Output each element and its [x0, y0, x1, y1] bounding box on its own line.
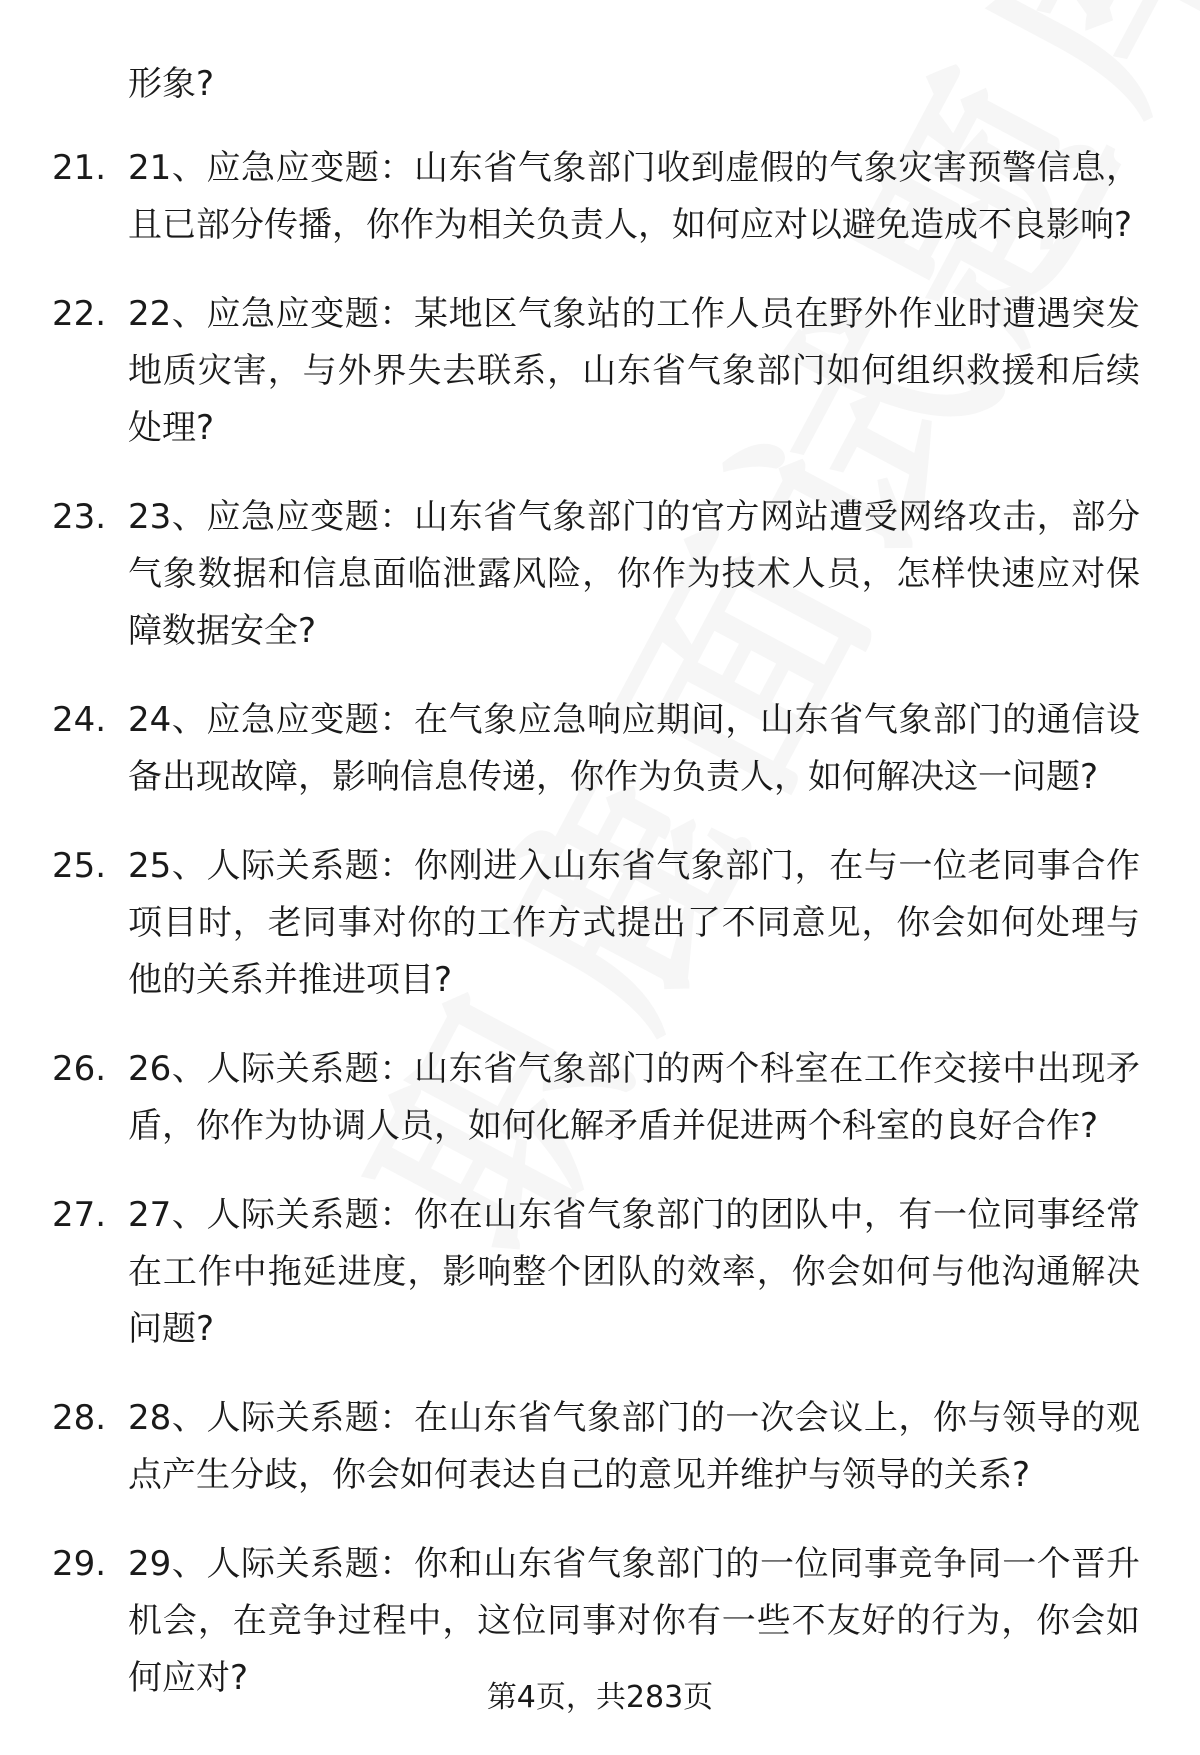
question-number: 27.	[52, 1195, 107, 1235]
question-number: 29.	[52, 1544, 107, 1584]
question-number: 24.	[52, 700, 107, 740]
question-number: 23.	[52, 497, 107, 537]
question-number: 25.	[52, 846, 107, 886]
page-number-footer: 第4页，共283页	[486, 1680, 714, 1715]
question-number: 28.	[52, 1398, 107, 1438]
question-text: 25、人际关系题：你刚进入山东省气象部门，在与一位老同事合作项目时，老同事对你的工作方式提出了不同意见，你会如何处理与他的关系并推进项目?	[128, 846, 1140, 1000]
question-list	[0, 140, 1200, 1739]
question-text: 26、人际关系题：山东省气象部门的两个科室在工作交接中出现矛盾，你作为协调人员，如何化解矛盾并促进两个科室的良好合作?	[128, 1049, 1140, 1146]
question-text: 22、应急应变题：某地区气象站的工作人员在野外作业时遭遇突发地质灾害，与外界失去联系，山东省气象部门如何组织救援和后续处理?	[128, 294, 1140, 448]
question-text: 28、人际关系题：在山东省气象部门的一次会议上，你与领导的观点产生分歧，你会如何表达自己的意见并维护与领导的关系?	[128, 1398, 1140, 1495]
question-text: 29、人际关系题：你和山东省气象部门的一位同事竞争同一个晋升机会，在竞争过程中，这位同事对你有一些不友好的行为，你会如何应对?	[128, 1544, 1140, 1698]
continuation-text: 形象?	[128, 64, 215, 104]
question-item	[0, 692, 1200, 806]
question-number: 21.	[52, 148, 107, 188]
question-number: 22.	[52, 294, 107, 334]
question-item	[0, 838, 1200, 1009]
question-item	[0, 1390, 1200, 1504]
question-number: 26.	[52, 1049, 107, 1089]
question-item	[0, 140, 1200, 254]
question-text: 24、应急应变题：在气象应急响应期间，山东省气象部门的通信设备出现故障，影响信息传递，你作为负责人，如何解决这一问题?	[128, 700, 1140, 797]
question-text: 23、应急应变题：山东省气象部门的官方网站遭受网络攻击，部分气象数据和信息面临泄露风险，你作为技术人员，怎样快速应对保障数据安全?	[128, 497, 1140, 651]
question-text: 21、应急应变题：山东省气象部门收到虚假的气象灾害预警信息，且已部分传播，你作为相关负责人，如何应对以避免造成不良影响?	[128, 148, 1140, 245]
question-item	[0, 286, 1200, 457]
question-item	[0, 1187, 1200, 1358]
question-item	[0, 489, 1200, 660]
question-item	[0, 1041, 1200, 1155]
question-text: 27、人际关系题：你在山东省气象部门的团队中，有一位同事经常在工作中拖延进度，影响整个团队的效率，你会如何与他沟通解决问题?	[128, 1195, 1140, 1349]
